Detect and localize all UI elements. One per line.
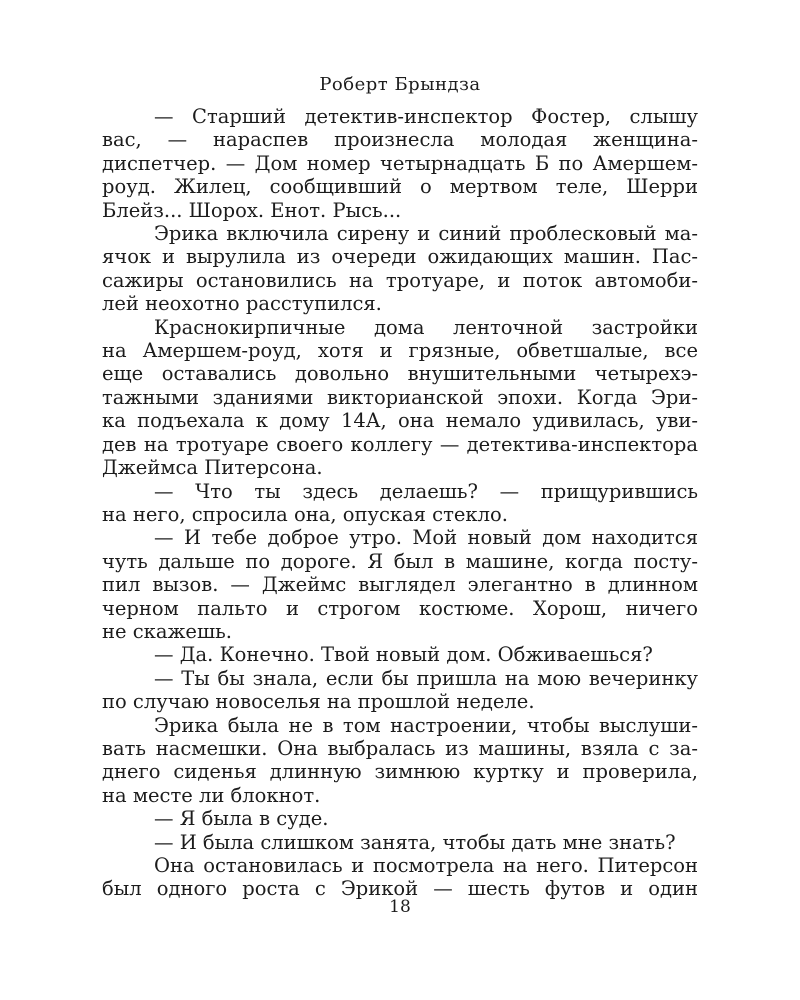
text-line: днего сиденья длинную зимнюю куртку и проверила, — [102, 760, 698, 784]
text-line: на месте ли блокнот. — [102, 783, 321, 807]
text-line: дев на тротуаре своего коллегу — детектива-инспектора — [102, 432, 698, 456]
text-line: ячок и вырулила из очереди ожидающих машин. Пас- — [102, 245, 698, 269]
text-line: Эрика включила сирену и синий проблесковый ма- — [154, 222, 698, 246]
text-line: диспетчер. — Дом номер четырнадцать Б по Амершем- — [102, 151, 698, 175]
text-line: — Что ты здесь делаешь? — прищурившись — [154, 479, 698, 503]
text-line: — Я была в суде. — [154, 807, 329, 831]
text-line: — Старший детектив-инспектор Фостер, слышу — [154, 105, 698, 128]
text-line: Она остановилась и посмотрела на него. Питерсон — [154, 854, 698, 877]
page-number: 18 — [389, 897, 411, 917]
text-line: Блейз... Шорох. Енот. Рысь... — [102, 198, 402, 222]
running-head-author: Роберт Брындза — [319, 74, 481, 95]
body-text — [102, 105, 698, 901]
text-line: роуд. Жилец, сообщивший о мертвом теле, Шерри — [102, 175, 698, 199]
text-line: был одного роста с Эрикой — шесть футов и один — [102, 877, 698, 901]
text-line: еще оставались довольно внушительными четырехэ- — [102, 362, 698, 386]
text-line: — И была слишком занята, чтобы дать мне знать? — [154, 830, 676, 854]
text-line: по случаю новоселья на прошлой неделе. — [102, 690, 535, 714]
text-line: сажиры остановились на тротуаре, и поток автомоби- — [102, 268, 698, 292]
text-line: вас, — нараспев произнесла молодая женщина- — [102, 128, 698, 152]
text-line: — Да. Конечно. Твой новый дом. Обживаешься? — [154, 643, 653, 667]
text-line: черном пальто и строгом костюме. Хорош, ничего — [102, 596, 698, 620]
text-line: ка подъехала к дому 14А, она немало удивилась, уви- — [102, 409, 698, 433]
text-line: вать насмешки. Она выбралась из машины, взяла с за- — [102, 736, 698, 760]
text-line: не скажешь. — [102, 619, 232, 643]
text-line: пил вызов. — Джеймс выглядел элегантно в длинном — [102, 573, 698, 597]
text-line: Краснокирпичные дома ленточной застройки — [154, 315, 698, 339]
text-line: тажными зданиями викторианской эпохи. Когда Эри- — [102, 385, 698, 409]
text-line: на него, спросила она, опуская стекло. — [102, 502, 508, 526]
text-line: на Амершем-роуд, хотя и грязные, обветшалые, все — [102, 339, 698, 363]
text-line: Джеймса Питерсона. — [102, 456, 323, 480]
text-line: чуть дальше по дороге. Я был в машине, когда посту- — [102, 549, 698, 573]
text-line: Эрика была не в том настроении, чтобы выслуши- — [154, 713, 698, 737]
text-line: — Ты бы знала, если бы пришла на мою вечеринку — [154, 666, 698, 690]
text-line: лей неохотно расступился. — [102, 292, 382, 316]
text-line: — И тебе доброе утро. Мой новый дом находится — [154, 526, 698, 550]
